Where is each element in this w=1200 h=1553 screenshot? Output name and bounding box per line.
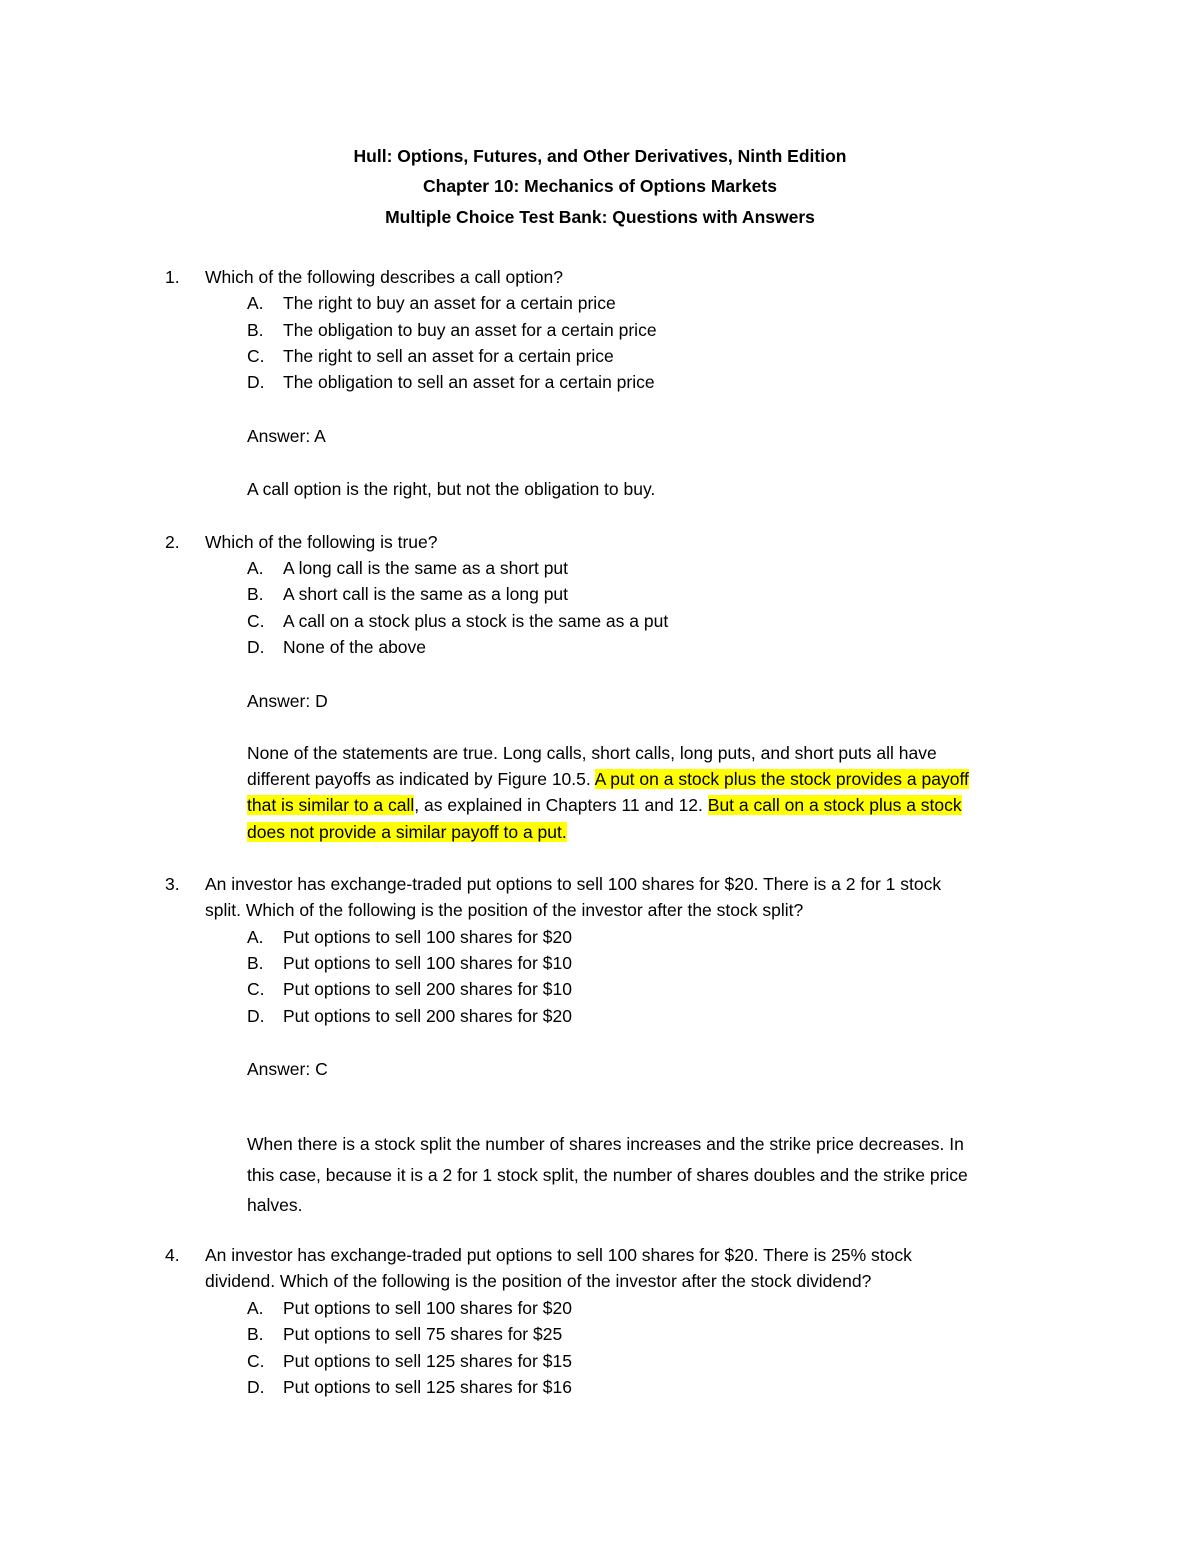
option-letter: D.	[247, 372, 265, 392]
option-text: A call on a stock plus a stock is the same as a put	[283, 611, 669, 631]
option-letter: C.	[247, 611, 265, 631]
option-text: Put options to sell 100 shares for $10	[283, 953, 572, 973]
answer-explanation: None of the statements are true. Long calls, short calls, long puts, and short puts all have	[247, 743, 937, 763]
test-bank-subtitle: Multiple Choice Test Bank: Questions with Answers	[385, 207, 815, 227]
option-letter: C.	[247, 346, 265, 366]
option-letter: B.	[247, 953, 264, 973]
highlighted-text: that is similar to a call	[247, 795, 415, 815]
answer-explanation	[247, 820, 567, 844]
option-text: The right to buy an asset for a certain price	[283, 293, 616, 313]
option-letter: D.	[247, 1006, 265, 1026]
option-text: Put options to sell 200 shares for $20	[283, 1006, 572, 1026]
answer-explanation: halves.	[247, 1195, 303, 1215]
option-letter: A.	[247, 927, 264, 947]
option-letter: B.	[247, 584, 264, 604]
answer-explanation: A call option is the right, but not the obligation to buy.	[247, 479, 656, 499]
document-title: Hull: Options, Futures, and Other Derivatives, Ninth Edition	[353, 146, 847, 166]
option-letter: C.	[247, 979, 265, 999]
highlighted-text: A put on a stock plus the stock provides a payoff	[594, 769, 969, 789]
option-text: Put options to sell 200 shares for $10	[283, 979, 572, 999]
question-text: An investor has exchange-traded put options to sell 100 shares for $20. There is a 2 for 1 stock	[205, 874, 942, 894]
highlighted-text: does not provide a similar payoff to a put.	[247, 822, 567, 842]
answer-explanation	[247, 793, 962, 817]
answer-label: Answer: C	[247, 1059, 328, 1079]
explanation-text: , as explained in Chapters 11 and 12.	[414, 795, 708, 815]
answer-label: Answer: A	[247, 426, 326, 446]
option-letter: B.	[247, 320, 264, 340]
question-number: 1.	[165, 267, 180, 287]
answer-label: Answer: D	[247, 691, 328, 711]
question-text: An investor has exchange-traded put options to sell 100 shares for $20. There is 25% stock	[205, 1245, 912, 1265]
option-text: Put options to sell 125 shares for $16	[283, 1377, 572, 1397]
question-text: dividend. Which of the following is the position of the investor after the stock dividend?	[205, 1271, 872, 1291]
question-number: 2.	[165, 532, 180, 552]
chapter-title: Chapter 10: Mechanics of Options Markets	[423, 176, 777, 196]
option-letter: D.	[247, 637, 265, 657]
option-letter: B.	[247, 1324, 264, 1344]
option-text: The obligation to sell an asset for a certain price	[283, 372, 655, 392]
option-text: Put options to sell 125 shares for $15	[283, 1351, 572, 1371]
option-text: Put options to sell 75 shares for $25	[283, 1324, 563, 1344]
option-letter: A.	[247, 1298, 264, 1318]
option-letter: C.	[247, 1351, 265, 1371]
question-number: 3.	[165, 874, 180, 894]
question-text: Which of the following describes a call option?	[205, 267, 563, 287]
option-text: A short call is the same as a long put	[283, 584, 569, 604]
option-text: Put options to sell 100 shares for $20	[283, 927, 572, 947]
option-text: A long call is the same as a short put	[283, 558, 569, 578]
question-number: 4.	[165, 1245, 180, 1265]
question-text: split. Which of the following is the position of the investor after the stock split?	[205, 900, 804, 920]
option-text: None of the above	[283, 637, 427, 657]
option-letter: A.	[247, 558, 264, 578]
highlighted-text: But a call on a stock plus a stock	[707, 795, 962, 815]
answer-explanation: this case, because it is a 2 for 1 stock split, the number of shares doubles and the strike price	[247, 1165, 968, 1185]
answer-explanation: When there is a stock split the number of shares increases and the strike price decreases. In	[247, 1134, 964, 1154]
option-text: Put options to sell 100 shares for $20	[283, 1298, 572, 1318]
question-text: Which of the following is true?	[205, 532, 438, 552]
option-text: The right to sell an asset for a certain price	[283, 346, 614, 366]
option-letter: A.	[247, 293, 264, 313]
option-letter: D.	[247, 1377, 265, 1397]
answer-explanation	[247, 767, 969, 791]
option-text: The obligation to buy an asset for a certain price	[283, 320, 657, 340]
explanation-text: different payoffs as indicated by Figure 10.5.	[247, 769, 595, 789]
